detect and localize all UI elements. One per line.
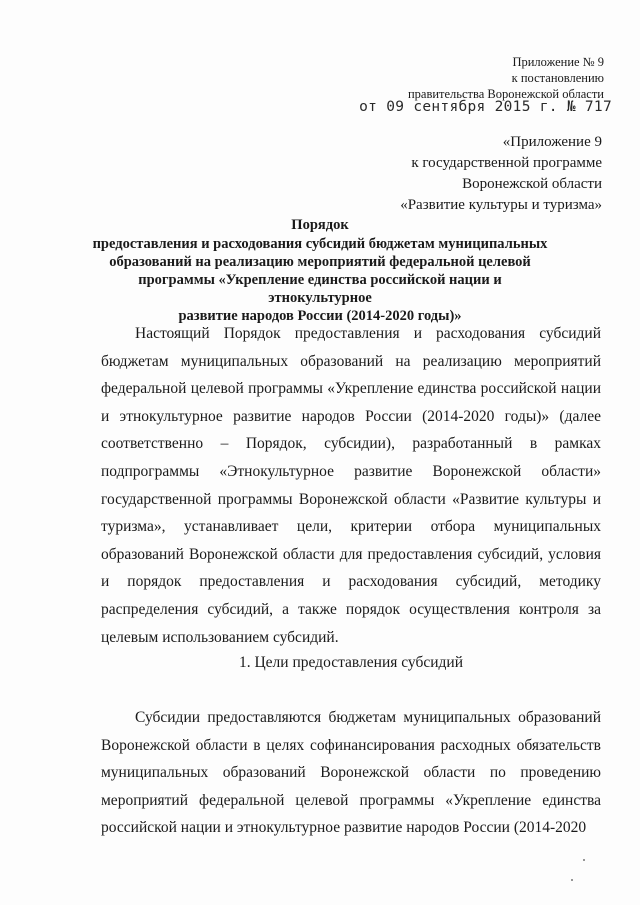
resolution-date-stamp: от 09 сентября 2015 г. № 717 [359,99,612,115]
appendix-number-line: Приложение № 9 [512,55,604,69]
section-heading-goals: 1. Цели предоставления субсидий [238,654,464,671]
title-line-1: предоставления и расходования субсидий бюджетам муниципальных [92,236,548,252]
title-line-4: развитие народов России (2014-2020 годы)» [178,308,462,324]
document-title [90,216,550,325]
scan-speck [571,879,573,881]
program-appendix-line-4: «Развитие культуры и туризма» [400,197,602,213]
scan-speck [583,859,585,861]
program-appendix-line-1: «Приложение 9 [502,134,602,150]
title-line-2: образований на реализацию мероприятий федеральной целевой [109,254,531,270]
program-appendix-line-3: Воронежской области [462,176,602,192]
goals-paragraph: Субсидии предоставляются бюджетам муниципальных образований Воронежской области в целях софинансирования расходных обязательств муниципальных образований Воронежской области по проведению мероприятий федеральной целевой программы «Укрепление единства российской нации и этнокультурное развитие народов России (2014-2020 [101,709,601,837]
intro-paragraph: Настоящий Порядок предоставления и расходования субсидий бюджетам муниципальных образований на реализацию мероприятий федеральной целевой программы «Укрепление единства российской нации и этнокультурное развитие народов России (2014-2020 годы)» (далее соответственно – Порядок, субсидии), разработанный в рамках подпрограммы «Этнокультурное развитие Воронежской области» государственной программы Воронежской области «Развитие культуры и туризма», устанавливает цели, критерии отбора муниципальных образований Воронежской области для предоставления субсидий, условия и порядок предоставления и расходования субсидий, методику распределения субсидий, а также порядок осуществления контроля за целевым использованием субсидий. [101,325,601,646]
program-appendix-reference [400,132,602,216]
title-line-3: программы «Укрепление единства российской нации и этнокультурное [138,272,502,306]
government-line: правительства Воронежской области [407,87,604,101]
resolution-appendix-reference [408,54,604,102]
resolution-reference-line: к постановлению [511,71,604,85]
program-appendix-line-2: к государственной программе [411,155,602,171]
title-main-word: Порядок [291,217,349,233]
